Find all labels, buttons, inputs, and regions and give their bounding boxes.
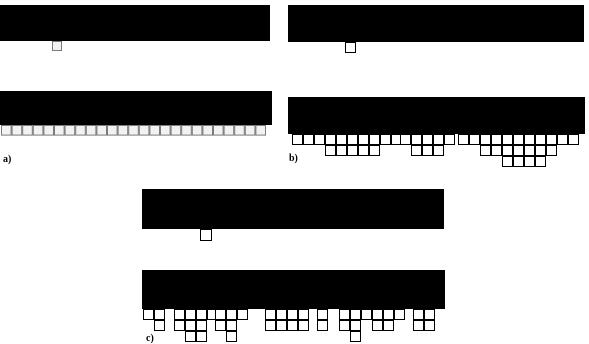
- panel-c-cluster-3-cell: [227, 332, 237, 342]
- panel-a-layer-cell: [150, 126, 160, 136]
- panel-c-cluster-7-cell: [373, 310, 383, 320]
- panel-a-layer-cell: [192, 126, 202, 136]
- panel-b-cluster-3-cell: [547, 135, 557, 145]
- panel-b-cluster-3-cell: [503, 146, 513, 156]
- panel-a-layer-cell: [118, 126, 128, 136]
- panel-b-cluster-3-cell: [514, 157, 524, 167]
- panel-c-cluster-5-cell: [318, 310, 328, 320]
- panel-b-substrate-top: [288, 5, 584, 42]
- panel-c-cluster-8-cell: [425, 310, 435, 320]
- panel-b-cluster-3-cell: [536, 146, 546, 156]
- panel-c-cluster-6-cell: [340, 310, 350, 320]
- panel-b-cluster-2-cell: [412, 135, 422, 145]
- panel-b-cluster-1-cell: [359, 146, 369, 156]
- panel-c-cluster-3-cell: [216, 310, 226, 320]
- panel-b-cluster-1-cell: [381, 135, 391, 145]
- panel-a-layer-cell: [76, 126, 86, 136]
- panel-a-layer-cell: [55, 126, 65, 136]
- panel-b-cluster-2-cell: [412, 146, 422, 156]
- panel-c-cluster-4-cell: [277, 310, 287, 320]
- panel-b-cluster-3-cell: [514, 135, 524, 145]
- panel-a-layer-cell: [224, 126, 234, 136]
- panel-a-layer-cell: [214, 126, 224, 136]
- panel-a-layer-cell: [235, 126, 245, 136]
- panel-c-cluster-2-cell: [197, 321, 207, 331]
- panel-b-cluster-2-cell: [434, 146, 444, 156]
- panel-c-cluster-8-cell: [425, 321, 435, 331]
- panel-b-cluster-3-cell: [459, 135, 469, 145]
- panel-b-cluster-3-cell: [481, 146, 491, 156]
- panel-c-cluster-2-cell: [175, 310, 185, 320]
- panel-c-cluster-7-cell: [373, 321, 383, 331]
- panel-c-cluster-4-cell: [277, 321, 287, 331]
- panel-b-cluster-3-cell: [525, 146, 535, 156]
- panel-a-layer-cell: [245, 126, 255, 136]
- panel-label-b: b): [289, 153, 298, 164]
- panel-c-cluster-6-cell: [362, 310, 372, 320]
- panel-a-layer-cell: [97, 126, 107, 136]
- panel-b-cluster-1-cell: [348, 146, 358, 156]
- panel-b-cluster-1-cell: [315, 135, 325, 145]
- panel-b-cluster-3-cell: [547, 146, 557, 156]
- panel-b-cluster-1-cell: [326, 146, 336, 156]
- panel-c-cluster-2-cell: [175, 321, 185, 331]
- panel-b-cluster-2-cell: [423, 135, 433, 145]
- panel-b-cluster-1-cell: [370, 146, 380, 156]
- panel-a-layer-cell: [65, 126, 75, 136]
- panel-b-cluster-3-cell: [492, 146, 502, 156]
- panel-c-cluster-7-cell: [384, 310, 394, 320]
- panel-c-cluster-4-cell: [299, 321, 309, 331]
- panel-c-cluster-1-cell: [155, 321, 165, 331]
- panel-b-seed-cell: [346, 43, 356, 53]
- panel-label-c: c): [146, 333, 154, 344]
- panel-b-cluster-3-cell: [558, 135, 568, 145]
- panel-b-cluster-1-cell: [370, 135, 380, 145]
- panel-b-cluster-3-cell: [536, 135, 546, 145]
- panel-b-cluster-1-cell: [326, 135, 336, 145]
- panel-b-cluster-1-cell: [359, 135, 369, 145]
- panel-b-cluster-1-cell: [337, 135, 347, 145]
- panel-c-cluster-6-cell: [351, 332, 361, 342]
- panel-c-cluster-3-cell: [216, 321, 226, 331]
- panel-c-cluster-1-cell: [144, 310, 154, 320]
- panel-c-cluster-2-cell: [197, 332, 207, 342]
- panel-c-cluster-6-cell: [351, 310, 361, 320]
- panel-c-cluster-8-cell: [414, 310, 424, 320]
- panel-c-cluster-4-cell: [288, 321, 298, 331]
- panel-c-cluster-3-cell: [238, 310, 248, 320]
- panel-c-cluster-2-cell: [186, 332, 196, 342]
- panel-b-cluster-3-cell: [492, 135, 502, 145]
- panel-a-layer-cell: [86, 126, 96, 136]
- panel-a-layer-cell: [139, 126, 149, 136]
- panel-b-cluster-1-cell: [304, 135, 314, 145]
- panel-a-layer-cell: [161, 126, 171, 136]
- panel-b-cluster-1-cell: [337, 146, 347, 156]
- panel-a-layer-cell: [44, 126, 54, 136]
- panel-c-cluster-6-cell: [340, 321, 350, 331]
- panel-a-layer-cell: [12, 126, 22, 136]
- panel-a-layer-cell: [203, 126, 213, 136]
- panel-a-layer-cell: [108, 126, 118, 136]
- panel-c-cluster-2-cell: [197, 310, 207, 320]
- panel-c-cluster-8-cell: [414, 321, 424, 331]
- panel-b-cluster-1-cell: [348, 135, 358, 145]
- panel-b-cluster-2-cell: [434, 135, 444, 145]
- panel-b-cluster-3-cell: [481, 135, 491, 145]
- panel-c-substrate-bottom: [142, 270, 445, 309]
- panel-a-layer-cell: [182, 126, 192, 136]
- panel-a-substrate-bottom: [0, 91, 272, 125]
- panel-b-cluster-3-cell: [470, 135, 480, 145]
- panel-a-layer-cell: [2, 126, 12, 136]
- panel-c-cluster-7-cell: [384, 321, 394, 331]
- panel-c-cluster-4-cell: [299, 310, 309, 320]
- panel-b-cluster-3-cell: [569, 135, 579, 145]
- panel-a-layer-cell: [171, 126, 181, 136]
- panel-b-cluster-3-cell: [503, 157, 513, 167]
- panel-b-substrate-bottom: [288, 97, 585, 134]
- panel-a-layer-cell: [256, 126, 266, 136]
- panel-b-cluster-3-cell: [525, 135, 535, 145]
- panel-a-layer-cell: [33, 126, 43, 136]
- panel-b-cluster-3-cell: [536, 157, 546, 167]
- panel-label-a: a): [3, 154, 12, 165]
- panel-b-cluster-2-cell: [401, 135, 411, 145]
- panel-b-cluster-2-cell: [445, 135, 455, 145]
- panel-c-cluster-7-cell: [395, 310, 405, 320]
- panel-c-cluster-2-cell: [186, 321, 196, 331]
- panel-b-cluster-3-cell: [514, 146, 524, 156]
- panel-c-cluster-6-cell: [351, 321, 361, 331]
- panel-b-cluster-3-cell: [503, 135, 513, 145]
- panel-a-substrate-top: [0, 5, 270, 41]
- panel-c-cluster-2-cell: [186, 310, 196, 320]
- panel-c-cluster-5-cell: [318, 321, 328, 331]
- panel-b-cluster-2-cell: [423, 146, 433, 156]
- panel-c-cluster-3-cell: [227, 321, 237, 331]
- panel-c-cluster-4-cell: [266, 310, 276, 320]
- panel-c-substrate-top: [142, 189, 444, 229]
- panel-b-cluster-1-cell: [293, 135, 303, 145]
- panel-c-cluster-4-cell: [266, 321, 276, 331]
- panel-a-layer-cell: [129, 126, 139, 136]
- panel-c-seed-cell: [201, 230, 212, 241]
- panel-c-cluster-3-cell: [227, 310, 237, 320]
- panel-a-seed-cell: [53, 42, 62, 51]
- panel-c-cluster-1-cell: [155, 310, 165, 320]
- panel-c-cluster-4-cell: [288, 310, 298, 320]
- panel-b-cluster-3-cell: [525, 157, 535, 167]
- panel-a-layer-cell: [23, 126, 33, 136]
